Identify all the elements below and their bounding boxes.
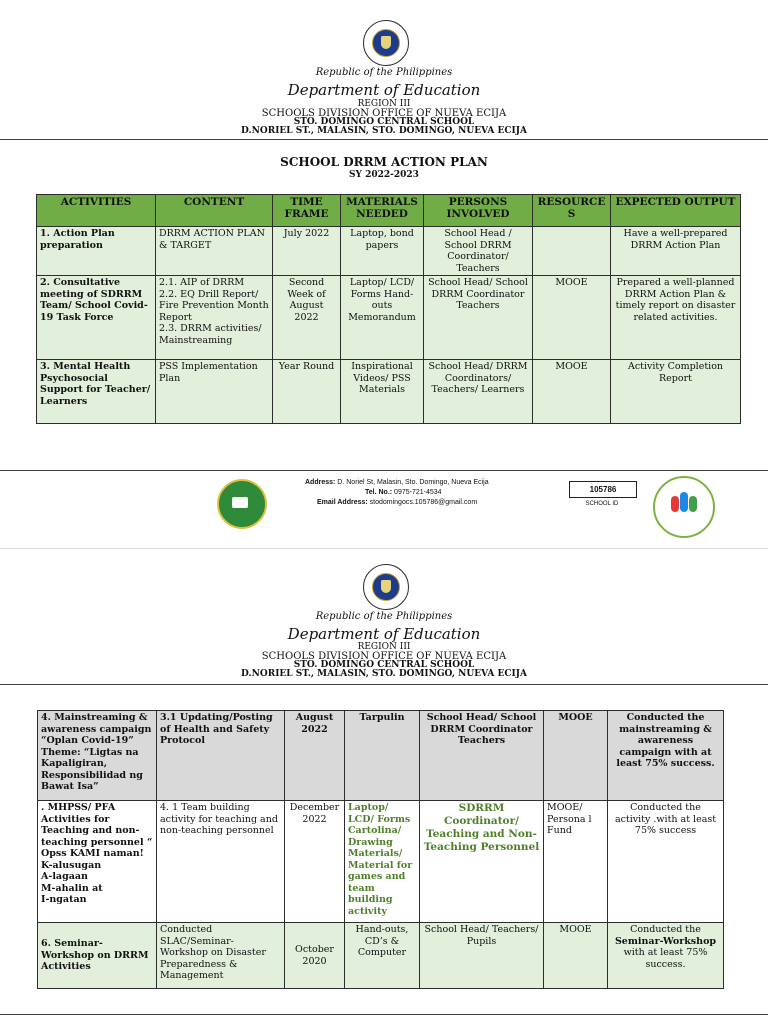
time-frame-cell: December 2022	[285, 801, 345, 923]
activity-cell: 2. Consultative meeting of SDRRM Team/ School Covid-19 Task Force	[37, 276, 156, 360]
header-divider	[0, 684, 768, 685]
output-post: with at least 75% success.	[623, 947, 708, 970]
page-break-divider	[0, 548, 768, 549]
time-frame-cell: August 2022	[285, 711, 345, 801]
materials-cell: Tarpulin	[345, 711, 420, 801]
school-address: D.NORIEL ST., MALASIN, STO. DOMINGO, NUEVA ECIJA	[241, 669, 527, 679]
resources-cell: MOOE/ Persona l Fund	[544, 801, 608, 923]
persons-cell: School Head/ School DRRM Coordinator Teachers	[420, 711, 544, 801]
time-frame-cell: Year Round	[273, 360, 341, 424]
col-header-content: CONTENT	[156, 195, 273, 227]
col-header-expected-output: EXPECTED OUTPUT	[611, 195, 741, 227]
resources-cell: MOOE	[544, 923, 608, 989]
table-row	[38, 711, 724, 801]
activity-cell: 6. Seminar-Workshop on DRRM Activities	[38, 923, 157, 989]
activity-cell: . MHPSS/ PFA Activities for Teaching and non-teaching personnel “ Opss KAMI naman! K-alusugan A-lagaan M-ahalin at I-ngatan	[38, 801, 157, 923]
persons-cell: School Head / School DRRM Coordinator/ Teachers	[424, 227, 533, 276]
activity-cell: 1. Action Plan preparation	[37, 227, 156, 276]
expected-output-cell: Conducted the mainstreaming & awareness campaign with at least 75% success.	[608, 711, 724, 801]
footer-divider	[0, 1014, 768, 1015]
region-text: REGION III	[357, 99, 411, 109]
resources-cell	[533, 227, 611, 276]
content-cell: 3.1 Updating/Posting of Health and Safety Protocol	[157, 711, 285, 801]
department-title: Department of Education	[287, 81, 481, 99]
resources-cell: MOOE	[533, 276, 611, 360]
school-address: D.NORIEL ST., MALASIN, STO. DOMINGO, NUEVA ECIJA	[241, 126, 527, 136]
division-text: SCHOOLS DIVISION OFFICE OF NUEVA ECIJA	[261, 651, 507, 662]
time-frame-cell: Second Week of August 2022	[273, 276, 341, 360]
col-header-materials: MATERIALS NEEDED	[341, 195, 424, 227]
school-id-label: SCHOOL ID	[585, 501, 619, 507]
department-title: Department of Education	[287, 625, 481, 643]
output-pre: Conducted the	[630, 924, 701, 935]
division-text: SCHOOLS DIVISION OFFICE OF NUEVA ECIJA	[261, 108, 507, 119]
action-plan-table-2	[37, 710, 724, 989]
time-frame-cell: July 2022	[273, 227, 341, 276]
deped-seal-icon	[363, 564, 409, 610]
republic-text: Republic of the Philippines	[315, 611, 453, 622]
header-divider	[0, 139, 768, 140]
content-cell: 2.1. AIP of DRRM 2.2. EQ Drill Report/ Fire Prevention Month Report 2.3. DRRM activities/ Mainstreaming	[156, 276, 273, 360]
expected-output-cell	[608, 923, 724, 989]
resources-cell: MOOE	[533, 360, 611, 424]
persons-cell: SDRRM Coordinator/ Teaching and Non-Teaching Personnel	[420, 801, 544, 923]
expected-output-cell: Have a well-prepared DRRM Action Plan	[611, 227, 741, 276]
table-row	[38, 923, 724, 989]
plan-year: SY 2022-2023	[349, 170, 419, 180]
content-cell: 4. 1 Team building activity for teaching and non-teaching personnel	[157, 801, 285, 923]
footer-tel: 0975-721-4534	[394, 489, 442, 496]
expected-output-cell: Conducted the activity .with at least 75% success	[608, 801, 724, 923]
table-row	[38, 801, 724, 923]
footer-email: stodomingocs.105786@gmail.com	[369, 499, 478, 506]
activity-cell: 3. Mental Health Psychosocial Support for Teacher/ Learners	[37, 360, 156, 424]
child-friendly-school-icon	[653, 476, 715, 538]
action-plan-table-1	[36, 194, 741, 424]
persons-cell: School Head/ School DRRM Coordinator Teachers	[424, 276, 533, 360]
materials-cell: Laptop/ LCD/ Forms Hand-outs Memorandum	[341, 276, 424, 360]
table-header-row	[37, 195, 741, 227]
col-header-persons: PERSONS INVOLVED	[424, 195, 533, 227]
tel-label: Tel. No.:	[365, 489, 393, 496]
plan-title: SCHOOL DRRM ACTION PLAN	[280, 155, 488, 169]
content-cell: PSS Implementation Plan	[156, 360, 273, 424]
expected-output-cell: Activity Completion Report	[611, 360, 741, 424]
content-cell: DRRM ACTION PLAN & TARGET	[156, 227, 273, 276]
time-frame-cell: October 2020	[285, 923, 345, 989]
table-row	[37, 276, 741, 360]
col-header-activities: ACTIVITIES	[37, 195, 156, 227]
school-name: STO. DOMINGO CENTRAL SCHOOL	[293, 660, 475, 670]
email-label: Email Address:	[317, 499, 368, 506]
school-logo-icon	[217, 479, 267, 529]
region-text: REGION III	[357, 642, 411, 652]
output-bold: Seminar-Workshop	[614, 935, 717, 947]
col-header-resources: RESOURCE S	[533, 195, 611, 227]
expected-output-cell: Prepared a well-planned DRRM Action Plan & timely report on disaster related activities.	[611, 276, 741, 360]
persons-cell: School Head/ Teachers/ Pupils	[420, 923, 544, 989]
footer-address: D. Noriel St, Malasin, Sto. Domingo, Nueva Ecija	[337, 479, 489, 486]
table-row	[37, 227, 741, 276]
persons-cell: School Head/ DRRM Coordinators/ Teachers/ Learners	[424, 360, 533, 424]
materials-cell: Hand-outs, CD’s & Computer	[345, 923, 420, 989]
materials-cell: Inspirational Videos/ PSS Materials	[341, 360, 424, 424]
activity-cell: 4. Mainstreaming & awareness campaign “Oplan Covid-19” Theme: “Ligtas na Kapaligiran, Responsibilidad ng Bawat Isa”	[38, 711, 157, 801]
address-label: Address:	[305, 479, 336, 486]
republic-text: Republic of the Philippines	[315, 67, 453, 78]
school-id-box: 105786	[569, 481, 637, 498]
deped-seal-icon	[363, 20, 409, 66]
school-name: STO. DOMINGO CENTRAL SCHOOL	[293, 117, 475, 127]
content-cell: Conducted SLAC/Seminar-Workshop on Disaster Preparedness & Management	[157, 923, 285, 989]
materials-cell: Laptop, bond papers	[341, 227, 424, 276]
table-row	[37, 360, 741, 424]
col-header-time-frame: TIME FRAME	[273, 195, 341, 227]
footer-divider	[0, 470, 768, 471]
materials-cell: Laptop/ LCD/ Forms Cartolina/ Drawing Materials/ Material for games and team building activity	[345, 801, 420, 923]
footer-contact	[305, 478, 555, 508]
resources-cell: MOOE	[544, 711, 608, 801]
